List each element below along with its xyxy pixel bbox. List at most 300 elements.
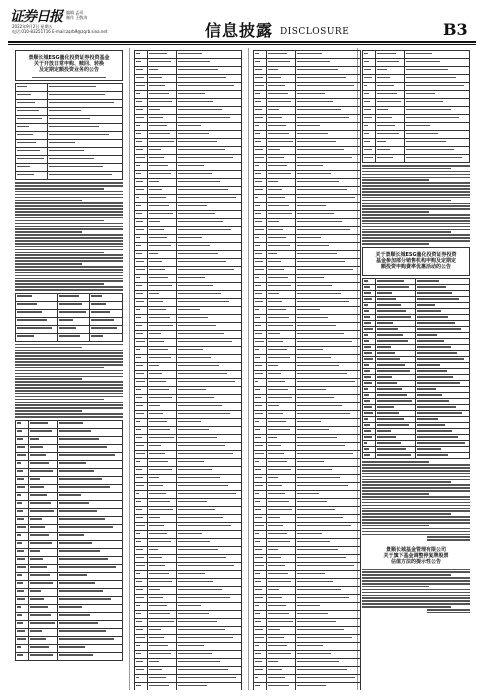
table-cell <box>267 659 297 666</box>
table-cell <box>135 683 148 690</box>
table-cell <box>135 659 148 666</box>
table-cell <box>177 643 241 650</box>
table-cell <box>58 549 122 556</box>
fee-table <box>15 293 123 342</box>
table-cell <box>135 259 148 266</box>
table-cell <box>58 573 122 580</box>
table-cell <box>376 357 416 362</box>
table-cell <box>416 381 469 386</box>
table-row <box>135 347 241 355</box>
table-row <box>254 179 360 187</box>
table-cell <box>148 635 178 642</box>
column-2 <box>134 48 242 690</box>
article-body <box>15 182 123 291</box>
table-row <box>16 132 122 140</box>
table-cell <box>58 509 122 516</box>
table-cell <box>296 259 360 266</box>
table-cell <box>267 123 297 130</box>
table-cell <box>135 75 148 82</box>
table-cell <box>29 493 59 500</box>
table-cell <box>135 643 148 650</box>
table-row <box>254 523 360 531</box>
table-cell <box>254 171 267 178</box>
table-row <box>16 445 122 453</box>
table-cell <box>135 611 148 618</box>
table-cell <box>254 675 267 682</box>
text-line <box>15 249 123 251</box>
table-cell <box>296 195 360 202</box>
table-cell <box>416 423 469 428</box>
table-cell <box>48 116 122 123</box>
text-line <box>15 373 123 375</box>
table-cell <box>148 307 178 314</box>
text-line <box>15 390 123 392</box>
table-cell <box>16 108 48 115</box>
table-cell <box>267 387 297 394</box>
table-row <box>254 643 360 651</box>
table-row <box>135 99 241 107</box>
table-cell <box>29 565 59 572</box>
table-cell <box>135 211 148 218</box>
table-row <box>135 235 241 243</box>
table-cell <box>16 84 48 91</box>
table-cell <box>16 156 48 163</box>
table-cell <box>267 51 297 58</box>
table-cell <box>296 587 360 594</box>
table-cell <box>90 310 122 317</box>
table-cell <box>58 637 122 644</box>
table-cell <box>177 323 241 330</box>
table-cell <box>267 507 297 514</box>
table-row <box>254 251 360 259</box>
table-cell <box>148 275 178 282</box>
table-cell <box>177 267 241 274</box>
text-line <box>15 286 123 288</box>
table-row <box>254 219 360 227</box>
table-cell <box>16 326 58 333</box>
table-cell <box>405 131 469 138</box>
table-cell <box>135 163 148 170</box>
text-line <box>362 240 470 242</box>
table-cell <box>29 589 59 596</box>
table-row <box>135 131 241 139</box>
table-cell <box>296 235 360 242</box>
table-cell <box>90 326 122 333</box>
table-row <box>254 555 360 563</box>
table-cell <box>296 363 360 370</box>
table-cell <box>148 563 178 570</box>
table-cell <box>296 435 360 442</box>
table-cell <box>254 91 267 98</box>
table-cell <box>16 294 58 301</box>
page-number: B3 <box>443 20 468 39</box>
table-cell <box>296 643 360 650</box>
text-line <box>362 595 470 597</box>
text-line <box>15 234 123 236</box>
table-cell <box>254 75 267 82</box>
table-cell <box>267 347 297 354</box>
table-cell <box>296 147 360 154</box>
table-cell <box>267 499 297 506</box>
table-cell <box>148 115 178 122</box>
table-cell <box>254 291 267 298</box>
table-cell <box>254 475 267 482</box>
table-cell <box>296 507 360 514</box>
table-row <box>135 139 241 147</box>
table-cell <box>254 531 267 538</box>
text-line <box>15 266 123 268</box>
table-cell <box>363 411 376 416</box>
table-cell <box>148 251 178 258</box>
text-line <box>362 505 470 507</box>
table-cell <box>135 235 148 242</box>
table-cell <box>177 659 241 666</box>
table-cell <box>267 179 297 186</box>
table-cell <box>16 445 29 452</box>
text-line <box>15 376 123 378</box>
table-cell <box>16 302 58 309</box>
table-row <box>363 115 469 123</box>
column-1 <box>15 48 123 690</box>
table-cell <box>135 99 148 106</box>
table-cell <box>135 467 148 474</box>
table-cell <box>148 403 178 410</box>
table-cell <box>363 333 376 338</box>
table-cell <box>177 67 241 74</box>
table-cell <box>405 51 469 58</box>
table-row <box>135 227 241 235</box>
table-cell <box>135 275 148 282</box>
table-cell <box>58 517 122 524</box>
table-row <box>135 555 241 563</box>
text-line <box>15 283 104 285</box>
table-cell <box>296 531 360 538</box>
table-cell <box>177 579 241 586</box>
table-cell <box>254 643 267 650</box>
text-line <box>362 191 470 193</box>
table-row <box>254 267 360 275</box>
table-row <box>254 667 360 675</box>
table-row <box>135 371 241 379</box>
table-cell <box>177 99 241 106</box>
table-cell <box>267 555 297 562</box>
table-row <box>254 411 360 419</box>
table-cell <box>296 299 360 306</box>
table-cell <box>135 171 148 178</box>
title-line: 景顺长城ESG量化投资证券投资基金 <box>28 55 110 61</box>
text-line <box>15 396 123 398</box>
table-row <box>135 643 241 651</box>
table-cell <box>363 339 376 344</box>
table-cell <box>416 399 469 404</box>
table-cell <box>296 155 360 162</box>
table-cell <box>416 435 469 440</box>
table-cell <box>254 219 267 226</box>
table-cell <box>135 131 148 138</box>
table-cell <box>363 435 376 440</box>
article-body <box>15 344 123 418</box>
table-cell <box>16 533 29 540</box>
text-line <box>362 606 451 608</box>
table-cell <box>29 645 59 652</box>
table-cell <box>58 461 122 468</box>
table-cell <box>376 309 416 314</box>
table-cell <box>148 259 178 266</box>
table-row <box>363 59 469 67</box>
table-cell <box>135 475 148 482</box>
distributor-table <box>362 50 470 163</box>
text-line <box>15 364 123 366</box>
table-cell <box>135 491 148 498</box>
table-cell <box>177 131 241 138</box>
table-cell <box>254 259 267 266</box>
table-row <box>254 587 360 595</box>
table-cell <box>148 195 178 202</box>
table-row <box>254 499 360 507</box>
table-cell <box>135 283 148 290</box>
text-line <box>362 580 470 582</box>
table-cell <box>148 323 178 330</box>
table-row <box>254 291 360 299</box>
table-cell <box>267 539 297 546</box>
text-line <box>15 347 82 349</box>
table-cell <box>296 227 360 234</box>
table-cell <box>267 355 297 362</box>
table-cell <box>177 515 241 522</box>
table-cell <box>376 441 416 446</box>
table-row <box>135 683 241 690</box>
article-title <box>363 252 469 271</box>
table-cell <box>58 597 122 604</box>
fund-info-table <box>15 83 123 180</box>
text-line <box>15 387 123 389</box>
newspaper-logo: 证券日报 <box>10 9 62 25</box>
table-cell <box>16 653 29 660</box>
table-cell <box>376 453 416 458</box>
table-cell <box>363 123 376 130</box>
table-cell <box>177 683 241 690</box>
table-cell <box>135 451 148 458</box>
table-row <box>135 339 241 347</box>
table-cell <box>296 267 360 274</box>
table-cell <box>177 299 241 306</box>
table-cell <box>177 595 241 602</box>
table-cell <box>254 379 267 386</box>
text-line <box>362 519 470 521</box>
text-line <box>15 252 104 254</box>
table-cell <box>16 517 29 524</box>
text-line <box>15 393 123 395</box>
table-cell <box>254 147 267 154</box>
table-cell <box>363 83 376 90</box>
table-cell <box>254 419 267 426</box>
table-cell <box>267 523 297 530</box>
table-cell <box>29 525 59 532</box>
table-cell <box>363 315 376 320</box>
table-cell <box>177 235 241 242</box>
text-line <box>362 168 451 170</box>
table-cell <box>267 83 297 90</box>
table-cell <box>363 59 376 66</box>
text-line <box>15 410 82 412</box>
table-row <box>135 363 241 371</box>
table-cell <box>16 501 29 508</box>
table-cell <box>376 147 406 154</box>
table-cell <box>177 283 241 290</box>
table-cell <box>296 51 360 58</box>
table-row <box>16 549 122 557</box>
table-cell <box>58 302 90 309</box>
table-cell <box>296 563 360 570</box>
table-cell <box>254 563 267 570</box>
table-cell <box>267 67 297 74</box>
article-body <box>362 569 470 608</box>
text-line <box>362 211 429 213</box>
table-cell <box>177 651 241 658</box>
table-cell <box>177 75 241 82</box>
table-cell <box>296 59 360 66</box>
table-cell <box>363 417 376 422</box>
table-row <box>16 148 122 156</box>
table-cell <box>148 331 178 338</box>
table-cell <box>296 571 360 578</box>
table-cell <box>296 675 360 682</box>
table-cell <box>48 132 122 139</box>
table-cell <box>90 334 122 341</box>
table-cell <box>267 59 297 66</box>
text-line <box>362 600 470 602</box>
table-cell <box>376 369 416 374</box>
text-line <box>362 205 470 207</box>
table-cell <box>16 469 29 476</box>
table-cell <box>267 131 297 138</box>
table-cell <box>267 603 297 610</box>
table-cell <box>376 131 406 138</box>
table-cell <box>90 302 122 309</box>
text-line <box>15 370 123 372</box>
table-cell <box>177 115 241 122</box>
table-cell <box>177 219 241 226</box>
table-cell <box>405 139 469 146</box>
table-row <box>135 107 241 115</box>
table-cell <box>405 83 469 90</box>
text-line <box>362 534 470 536</box>
table-cell <box>148 83 178 90</box>
table-cell <box>29 605 59 612</box>
table-row <box>135 195 241 203</box>
table-cell <box>58 318 90 325</box>
table-row <box>16 84 122 92</box>
text-line <box>15 352 123 354</box>
table-cell <box>296 627 360 634</box>
table-cell <box>267 459 297 466</box>
table-row <box>16 100 122 108</box>
table-row <box>135 435 241 443</box>
table-cell <box>296 603 360 610</box>
table-cell <box>363 51 376 58</box>
text-line <box>15 182 123 184</box>
table-row <box>363 91 469 99</box>
table-cell <box>148 451 178 458</box>
table-cell <box>363 279 376 284</box>
text-line <box>15 272 123 274</box>
table-cell <box>296 251 360 258</box>
table-cell <box>405 155 469 162</box>
table-cell <box>376 405 416 410</box>
table-cell <box>363 303 376 308</box>
text-line <box>15 289 123 291</box>
table-cell <box>267 627 297 634</box>
table-cell <box>267 587 297 594</box>
table-row <box>135 307 241 315</box>
table-cell <box>267 99 297 106</box>
table-cell <box>16 637 29 644</box>
table-row <box>16 326 122 334</box>
table-cell <box>363 139 376 146</box>
table-cell <box>254 227 267 234</box>
table-cell <box>296 99 360 106</box>
table-cell <box>296 323 360 330</box>
text-line <box>15 278 123 280</box>
table-row <box>254 507 360 515</box>
table-cell <box>296 547 360 554</box>
table-cell <box>148 483 178 490</box>
table-cell <box>29 453 59 460</box>
table-row <box>135 499 241 507</box>
table-row <box>254 659 360 667</box>
table-cell <box>254 571 267 578</box>
table-row <box>254 131 360 139</box>
table-row <box>135 83 241 91</box>
table-cell <box>58 557 122 564</box>
table-cell <box>177 195 241 202</box>
table-row <box>254 283 360 291</box>
table-cell <box>296 203 360 210</box>
table-cell <box>29 637 59 644</box>
table-cell <box>376 99 406 106</box>
text-line <box>362 165 470 167</box>
table-row <box>135 467 241 475</box>
table-row <box>16 437 122 445</box>
table-cell <box>135 323 148 330</box>
text-line <box>15 226 123 228</box>
text-line <box>15 402 123 404</box>
table-cell <box>29 573 59 580</box>
table-cell <box>363 75 376 82</box>
table-cell <box>254 179 267 186</box>
table-cell <box>16 509 29 516</box>
table-cell <box>267 595 297 602</box>
table-cell <box>135 403 148 410</box>
table-cell <box>177 211 241 218</box>
text-line <box>362 226 470 228</box>
table-cell <box>296 283 360 290</box>
table-cell <box>148 107 178 114</box>
table-row <box>16 294 122 302</box>
table-row <box>135 387 241 395</box>
table-cell <box>254 579 267 586</box>
table-cell <box>376 447 416 452</box>
table-row <box>254 491 360 499</box>
table-cell <box>363 285 376 290</box>
text-line <box>15 205 123 207</box>
text-line <box>362 525 429 527</box>
table-row <box>254 59 360 67</box>
table-cell <box>135 371 148 378</box>
table-cell <box>267 299 297 306</box>
table-cell <box>254 267 267 274</box>
table-cell <box>135 675 148 682</box>
